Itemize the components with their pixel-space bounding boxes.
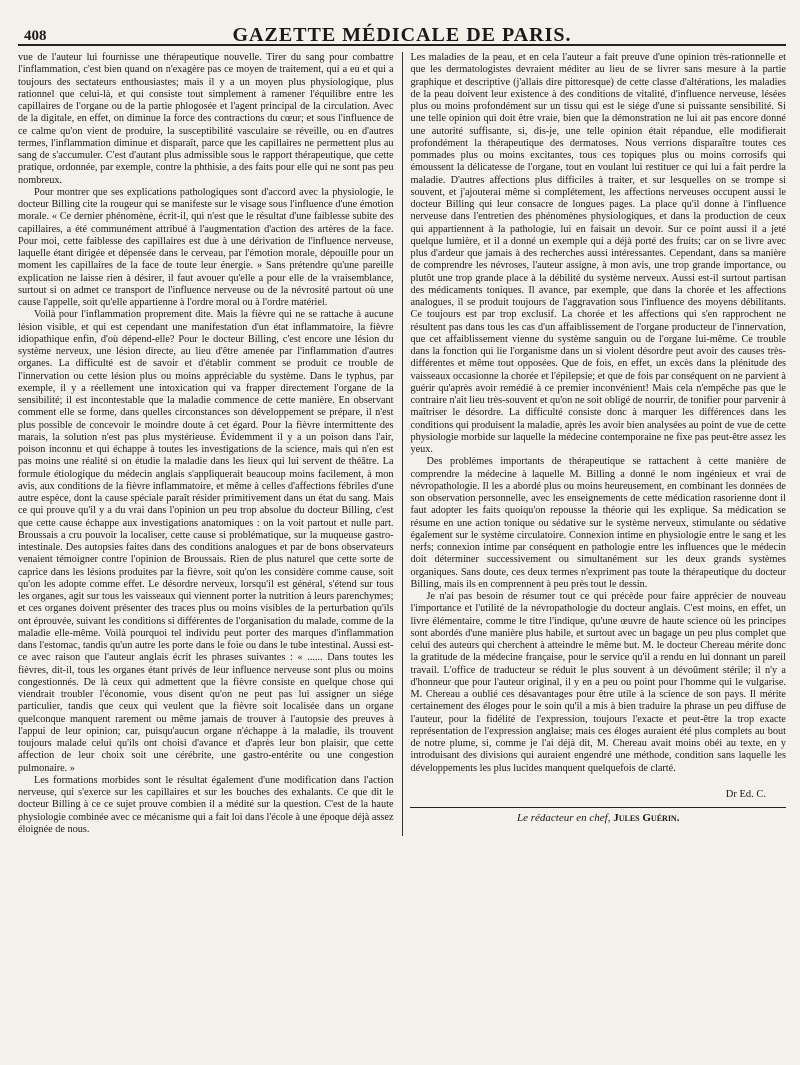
page-header [18, 14, 786, 46]
paragraph: Pour montrer que ses explications pathologiques sont d'accord avec la physiologie, le docteur Billing cite la rougeur qui se manifeste sur le visage sous l'influence d'une émotion morale. « Ce dernier phénomène, écrit-il, qui n'est que le résultat d'une faiblesse subite des capillaires, a été communément attribué à l'augmentation d'action des artères de la face. Pour moi, cette faiblesse des capillaires est due à une dérivation de l'influence nerveuse, laquelle étant dirigée et dépensée dans le cerveau, par l'émotion morale, dépouille pour un moment les capillaires de la face de toute leur énergie. » Sans prétendre qu'une pareille explication ne laisse rien à désirer, il faut avouer qu'elle a pour elle de la vraisemblance, surtout si on admet ce transport de l'influence nerveuse ou de la névrosité partout où une cause l'appelle, soit qu'elle appartienne à l'ordre moral ou à l'ordre matériel. [18, 186, 394, 308]
paragraph: vue de l'auteur lui fournisse une thérapeutique nouvelle. Tirer du sang pour combattre l'inflammation, c'est bien quand on n'exagère pas ce moyen de traitement, qui a eu et qui a toujours des sectateurs enthousiastes; mais il y a un moyen plus physiologique, plus rationnel que celui-là, et qui consiste tout simplement à ramener l'équilibre entre les capillaires de l'organe ou de la partie phlogosée et l'agent principal de la circulation. Avec de la digitale, en effet, on diminue la force des contractions du cœur; et sous l'influence de ce calme qu'on vient de produire, la susceptibilité vasculaire se réveille, ou en d'autres termes, l'inflammation diminue et disparaît, parce que les capillaires ne permettent plus au sang de s'accumuler. C'est d'autant plus admissible sous le rapport thérapeutique, que cette pratique, ordonnée, par exemple, contre la phthisie, a des faits pour elle qui ne sont pas peu nombreux. [18, 52, 394, 186]
editor-name: Jules Guérin. [613, 812, 680, 824]
column-divider [402, 52, 403, 836]
author-signature: Dr Ed. C. [725, 788, 766, 800]
editor-line [410, 807, 786, 824]
paragraph: Des problèmes importants de thérapeutique se rattachent à cette manière de comprendre la médecine à laquelle M. Billing a donné le nom ingénieux et vrai de névropathologie. Il les a abordé plus ou moins heureusement, en combinant les données de son observation personnelle, avec les enseignements de cette médication rasorienne dont il faut adopter les faits quoiqu'on repousse la théorie qui les explique. Sa médication se résume en une action tonique ou sédative sur le système nerveux, stimulante ou sédative également sur le système circulatoire. Connexion intime en physiologie entre le sang et les nerfs; connexion intime par conséquent en pathologie entre les influences que le médecin doit déterminer successivement ou simultanément sur les deux grands systèmes organiques. Sans doute, ces deux termes n'expriment pas toute la thérapeutique du docteur Billing, mais ils en comprennent à peu près tout le dessin. [410, 456, 786, 590]
paragraph: Les maladies de la peau, et en cela l'auteur a fait preuve d'une opinion très-rationnelle et que les dermatologistes devraient méditer au lieu de se livrer sans mesure à la partie graphique et descriptive (j'allais dire pittoresque) de cette classe d'altérations, les maladies de la peau doivent leur existence à des conditions de vitalité, d'influence nerveuse, lésées plus ou moins profondément sur un tissu qui est le siége d'une si puissante sensibilité. Si une telle opinion qui doit être vraie, bien que la démonstration ne lui ait pas encore donné une autorité suffisante, si, dis-je, une telle opinion était répandue, elle modifierait profondément la thérapeutique des dermatoses. Nous verrions disparaître toutes ces pommades plus ou moins excitantes, tous ces topiques plus ou moins corrosifs qui émoussent la délicatesse de l'organe, tout en voulant lui restituer ce qui lui a fait perdre la maladie. D'autres affections plus difficiles à traiter, et sur lesquelles on se trompe si souvent, et j'ajouterai même si complétement, les affections nerveuses occupent aussi le docteur Billing qui leur consacre de longues pages. La place qu'il donne à l'influence nerveuse dans l'entretien des phénomènes physiologiques, et dans la production de ceux qui appartiennent à la pathologie, lui en faisait un devoir. Sur ce point aussi il a jeté quelque lumière, et il a donné un exemple qui a déjà porté des fruits; car on se livre avec plus d'ardeur que jamais à des recherches aussi intéressantes. Cependant, dans sa manière de comprendre les névroses, l'auteur assigne, à mon avis, une trop grande importance, ou plutôt une trop grande place à la débilité du système nerveux. Aussi est-il surtout partisan des médicaments toniques. Il avance, par exemple, que dans la chorée et les affections analogues, il se produit toujours de l'aggravation sous l'influence des moyens débilitants. Ce toujours est par trop exclusif. La chorée et les affections qui s'en rapprochent ne résultent pas dans tous les cas d'un affaiblissement de l'organe producteur de l'innervation, que cet affaiblissement vienne du système sanguin ou de l'organe lui-même. Ce trouble dans la fonction qui lie l'organisme dans un si violent désordre peut avoir des causes très-différentes et même tout opposées. Que de fois, en effet, un excès dans la plénitude des vaisseaux occasionne la chorée et l'épilepsie; et que de fois par conséquent on ne parvient à guérir qu'après avoir remédié à ce premier inconvénient! Mais cela n'empêche pas que le contraire n'ait lieu très-souvent et qu'on ne soit obligé de nourrir, de tonifier pour parvenir à maîtriser le désordre. La difficulté consiste donc à marquer les différences dans les conditions qui produisent la maladie, après les avoir bien analysées au point de vue de cette physiologie morbide sur laquelle la médecine contemporaine ne fixe pas peut-être assez les yeux. [410, 52, 786, 455]
paragraph: Je n'ai pas besoin de résumer tout ce qui précède pour faire apprécier de nouveau l'importance et l'utilité de la névropathologie du docteur anglais. C'est moins, en effet, un livre élémentaire, comme le titre l'indique, qu'une œuvre de haute science où les principes sont abordés d'une manière plus habile, et surtout avec un bagage un peu plus complet que celui des auteurs qui cherchent à atteindre le même but. M. le docteur Chereau mérite donc la gratitude de la médecine française, pour le service qu'il a rendu en lui donnant un pareil travail. L'office de traducteur se réduit le plus souvent à un dévoûment stérile; il n'y a d'honneur que pour l'auteur original, il y en a peu ou point pour l'homme qui le vulgarise. M. Chereau a oublié ces désavantages pour être utile à la science de son pays. Il mérite certainement des éloges pour le soin qu'il a mis à bien traduire la phrase un peu diffuse de l'auteur, pour la fidélité de l'expression, toujours l'exacte et peut-être la trop exacte représentation de l'expression anglaise; mais ces éloges auraient été plus complets au bout de notre plume, si, comme je l'ai déjà dit, M. Chereau avait moins obéi au texte, en y introduisant des divisions qui auraient engendré une méthode, condition sans laquelle les développements les plus lucides manquent quelquefois de clarté. [410, 591, 786, 774]
right-column [410, 52, 786, 836]
editor-prefix: Le rédacteur en chef, [517, 812, 611, 824]
page-number: 408 [24, 28, 47, 44]
paragraph: Voilà pour l'inflammation proprement dite. Mais la fièvre qui ne se rattache à aucune lésion visible, et qui est cependant une manifestation d'un état inflammatoire, la fièvre idiopathique enfin, d'où dépend-elle? Pour le docteur Billing, c'est encore une lésion du système nerveux, une lésion directe, au lieu d'être amenée par l'inflammation d'autres organes. La difficulté est de savoir et d'établir comment se produit ce trouble de l'innervation ou cette lésion plus ou moins appréciable du système. Dans le typhus, par exemple, il y a réellement une intoxication qui va frapper directement l'organe de la sensibilité; il est incontestable que la maladie commence de cette manière. En observant comment elle se forme, dans quelles circonstances son développement se prépare, il n'est plus possible de concevoir le moindre doute à cet égard. Pour la fièvre intermittente des marais, la solution n'est pas plus mystérieuse. Évidemment il y a un poison dans l'air, poison inconnu et qui échappe à toutes les investigations de la science, mais qui n'en est pas moins une réalité si on étudie la maladie dans les lieux qui lui servent de théâtre. La formule étiologique du médecin anglais s'appliquerait beaucoup moins facilement, à mon avis, aux conditions de la fièvre inflammatoire, et même à celles d'affections fébriles d'une autre espèce, dont la cause spéciale paraît résider primitivement dans un état du sang. Mais ce qui prouve qu'il y a du vrai dans l'opinion un peu trop absolue du docteur Billing, c'est que cette cause échappe aux investigations anatomiques : on la voit partout et nulle part. Broussais a cru pouvoir la localiser, cette cause si problématique, sur la muqueuse gastro-intestinale. Des autopsies faites dans des conditions analogues et par de bons observateurs venaient témoigner contre l'opinion de Broussais. Rien de plus naturel que cette sorte de caprice dans les lésions produites par la fièvre, soit qu'on les considère comme cause, soit qu'on les adopte comme effet. Le désordre nerveux, lorsqu'il est général, s'étend sur tous les organes, agit sur tous les vaisseaux qui viennent porter la nutrition à leurs parenchymes; et ces organes doivent présenter des traces plus ou moins visibles de la perturbation qu'ils ont éprouvée, suivant les conditions si différentes de l'organisation du malade, comme de la maladie elle-même. Voilà pourquoi tel individu peut porter des marques d'inflammation dans l'estomac, tandis qu'un autre les porte dans le foie ou dans le tube intestinal. Aussi est-ce avec raison que l'auteur anglais écrit les phrases suivantes : « ...... Dans toutes les fièvres, dit-il, tous les organes étant privés de leur influence nerveuse sont plus ou moins congestionnés. De là ceux qui admettent que la fièvre consiste en quelque chose qui viendrait troubler l'économie, vous disent qu'on ne peut pas lui assigner un siége particulier, tandis que ceux qui veulent que la fièvre soit localisée dans un organe quelconque manquent rarement ou même jamais de trouver à l'autopsie des preuves à l'appui de leur opinion; car, puisqu'aucun organe n'échappe à la maladie, ils trouvent toujours malade celui qu'ils ont choisi d'avance et d'après leur bon plaisir, que cette affection de leur choix soit une cérébrite, une gastro-entérite ou une congestion pulmonaire. » [18, 309, 394, 774]
article-columns [18, 52, 786, 836]
paragraph: Les formations morbides sont le résultat également d'une modification dans l'action nerveuse, qui s'exerce sur les capillaires et sur les bouches des exhalants. Ce que dit le docteur Billing à ce ce sujet prouve combien il a médité sur la question. C'est de la haute physiologie combinée avec ce mécanisme qui a fait loi dans l'école à une époque déjà assez éloignée de nous. [18, 774, 394, 835]
journal-title: GAZETTE MÉDICALE DE PARIS. [232, 24, 572, 46]
left-column [18, 52, 394, 836]
